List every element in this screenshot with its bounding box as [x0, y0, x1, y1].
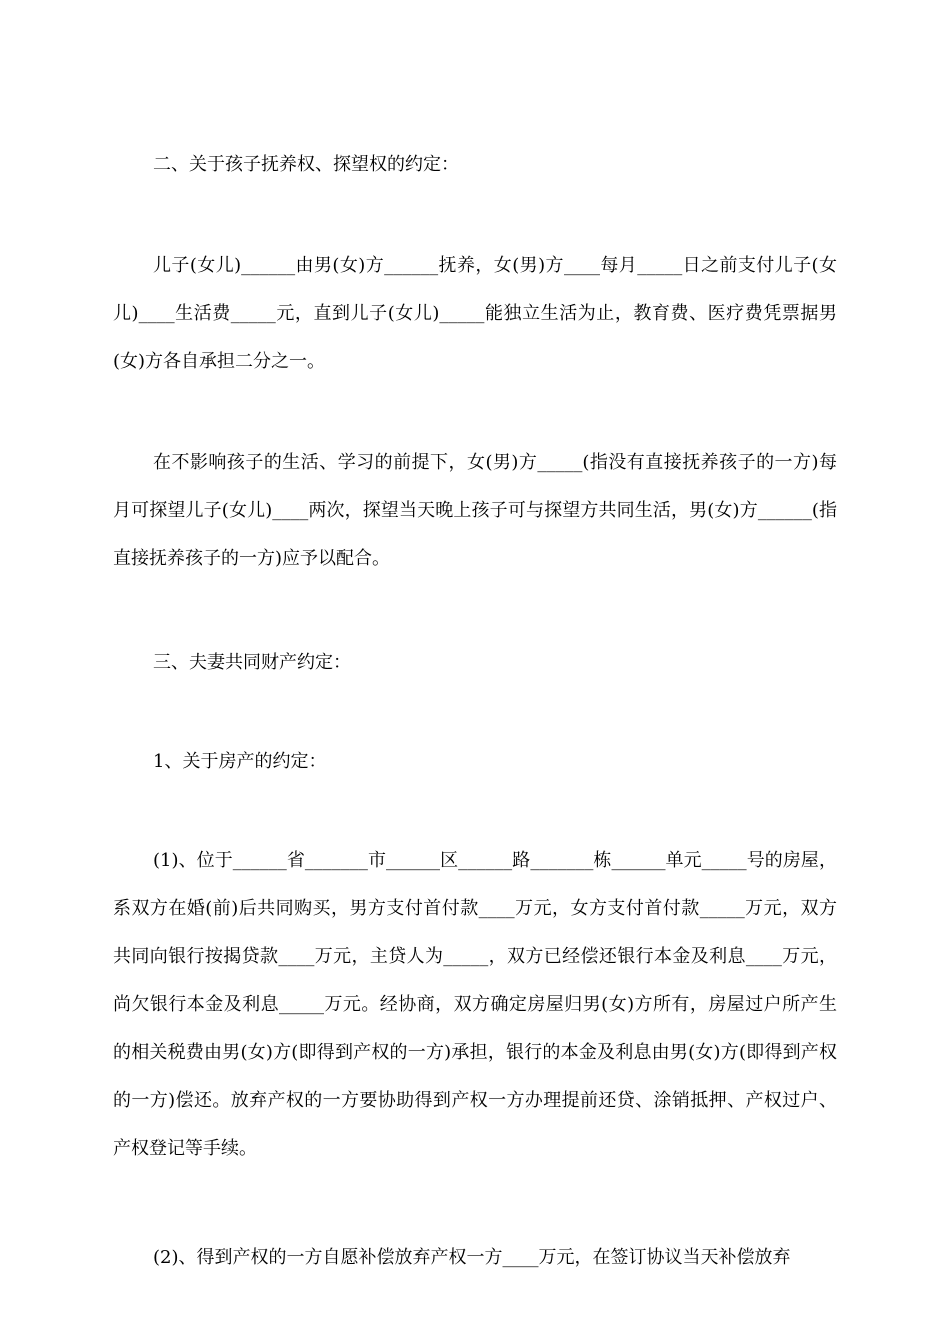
paragraph-house-clause-2: (2)、得到产权的一方自愿补偿放弃产权一方____万元，在签订协议当天补偿放弃	[153, 1247, 791, 1268]
subsection-heading-house: 1、关于房产的约定：	[153, 751, 327, 772]
paragraph-visitation: 在不影响孩子的生活、学习的前提下，女(男)方_____(指没有直接抚养孩子的一方)每月可探望儿子(女儿)____两次，探望当天晚上孩子可与探望方共同生活，男(女)方______(指直接抚养孩子的一方)应予以配合。	[113, 452, 837, 569]
paragraph-child-support: 儿子(女儿)______由男(女)方______抚养，女(男)方____每月_____日之前支付儿子(女儿)____生活费_____元，直到儿子(女儿)_____能独立生活为止，教育费、医疗费凭票据男(女)方各自承担二分之一。	[113, 255, 837, 372]
section-heading-property: 三、夫妻共同财产约定：	[153, 652, 351, 673]
section-heading-custody: 二、关于孩子抚养权、探望权的约定：	[153, 154, 459, 175]
paragraph-house-clause-1: (1)、位于______省_______市______区______路_______栋______单元_____号的房屋，系双方在婚(前)后共同购买，男方支付首付款____万元，女方支付首付款_____万元，双方共同向银行按揭贷款____万元，主贷人为_____，双方已经偿还银行本金及利息____万元，尚欠银行本金及利息_____万元。经协商，双方确定房屋归男(女)方所有，房屋过户所产生的相关税费由男(女)方(即得到产权的一方)承担，银行的本金及利息由男(女)方(即得到产权的一方)偿还。放弃产权的一方要协助得到产权一方办理提前还贷、涂销抵押、产权过户、产权登记等手续。	[113, 850, 837, 1159]
